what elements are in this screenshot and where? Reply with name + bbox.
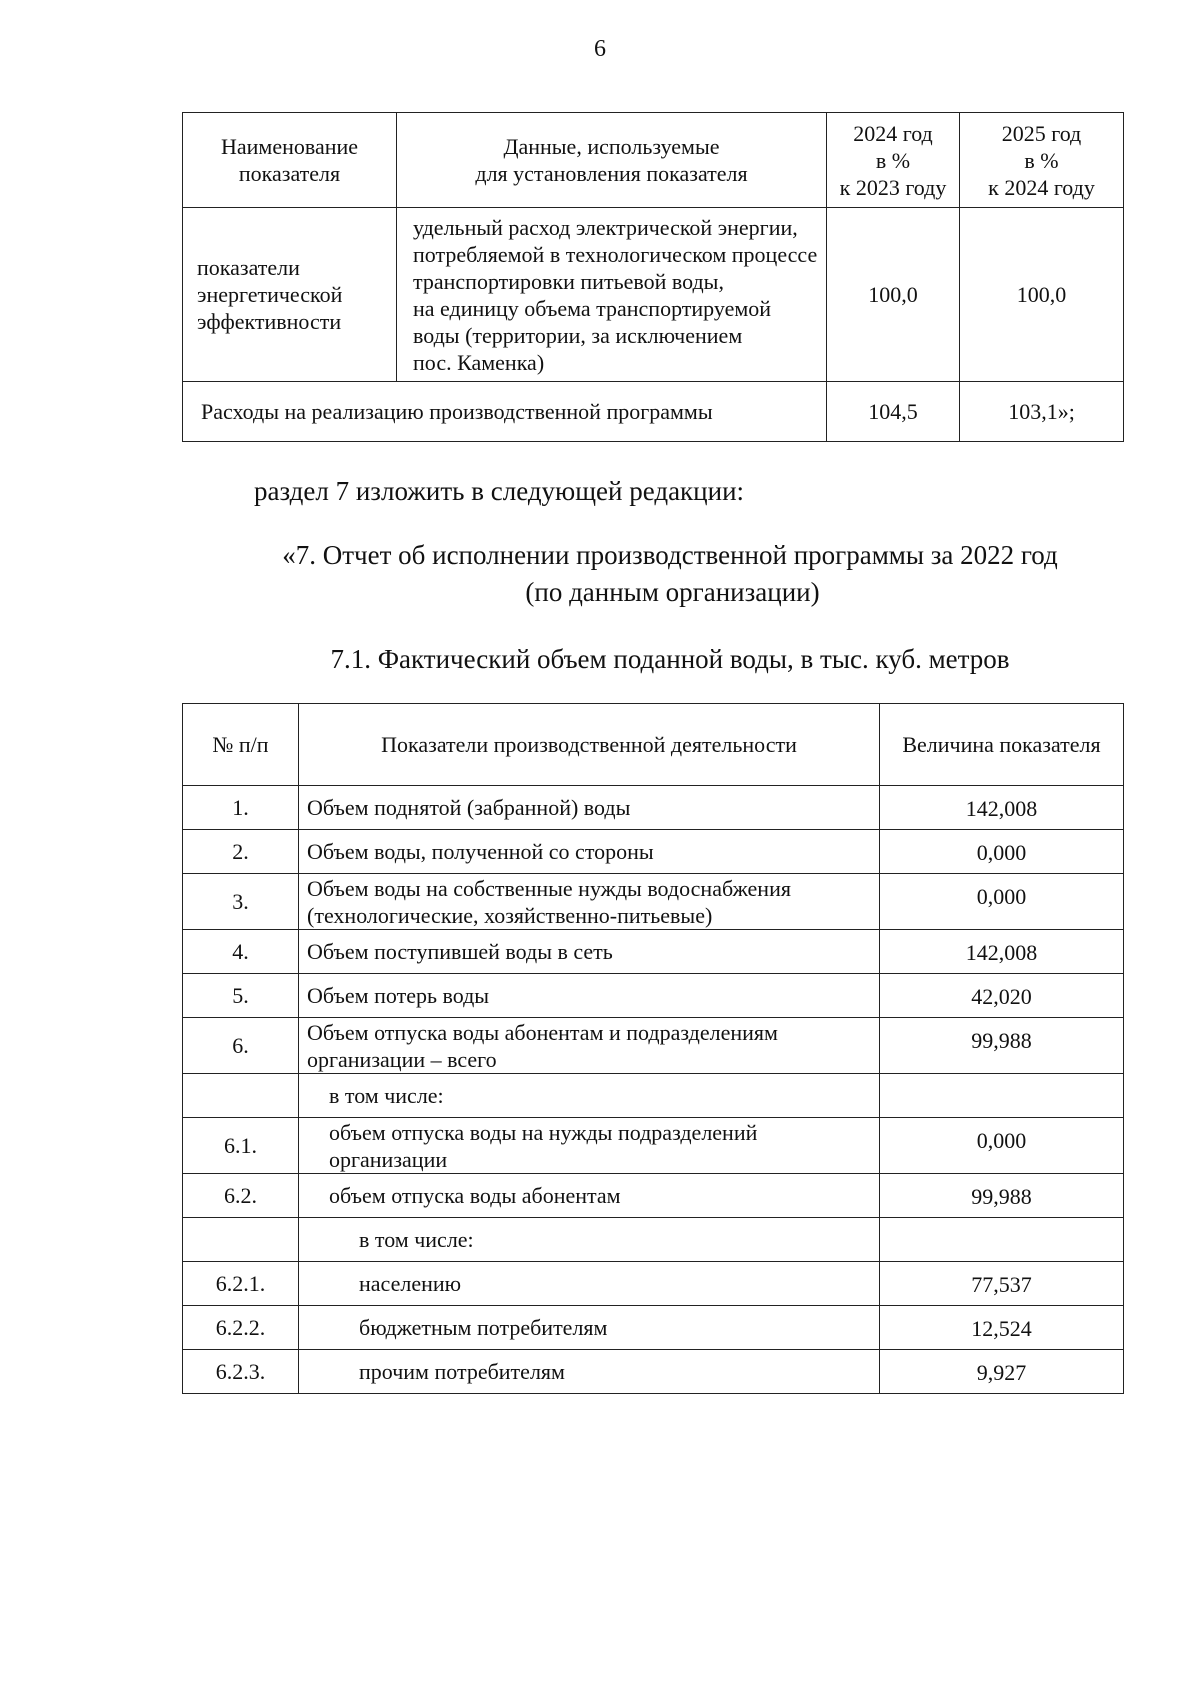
header-value: Величина показателя: [880, 704, 1124, 786]
indicators-table: [182, 112, 1124, 442]
row-value-cell: 42,020: [880, 974, 1124, 1018]
row-name-cell: Объем воды на собственные нужды водоснабжения (технологические, хозяйственно-питьевые): [299, 874, 880, 930]
table-row: [183, 1074, 1124, 1118]
table-row: [183, 830, 1124, 874]
table-row: [183, 1218, 1124, 1262]
table-row: [183, 930, 1124, 974]
indicator-name-cell: показатели энергетической эффективности: [183, 208, 397, 382]
row-name-cell: Объем воды, полученной со стороны: [299, 830, 880, 874]
water-table-header-row: [183, 704, 1124, 786]
indicators-row-energy: [183, 208, 1124, 382]
row-number-cell: 3.: [183, 874, 299, 930]
row-value-cell: 0,000: [880, 830, 1124, 874]
row-value-cell: 12,524: [880, 1306, 1124, 1350]
section-title: «7. Отчет об исполнении производственной программы за 2022 год: [282, 540, 1058, 570]
table-row: [183, 786, 1124, 830]
table-row: [183, 1306, 1124, 1350]
row-number-cell: 4.: [183, 930, 299, 974]
row-value-cell: 142,008: [880, 930, 1124, 974]
indicators-footer-row: [183, 382, 1124, 442]
row-value-cell: 0,000: [880, 874, 1124, 930]
row-name-cell: прочим потребителям: [299, 1350, 880, 1394]
subsection-title: 7.1. Фактический объем поданной воды, в тыс. куб. метров: [330, 644, 1010, 674]
row-name-cell: Объем отпуска воды абонентам и подразделениям организации – всего: [299, 1018, 880, 1074]
table-row: [183, 1262, 1124, 1306]
instruction-text: раздел 7 изложить в следующей редакции:: [254, 476, 745, 506]
row-value-cell: 142,008: [880, 786, 1124, 830]
row-number-cell: 6.2.: [183, 1174, 299, 1218]
row-value-cell: 0,000: [880, 1118, 1124, 1174]
row-number-cell: 2.: [183, 830, 299, 874]
header-number: № п/п: [183, 704, 299, 786]
row-number-cell: 6.2.1.: [183, 1262, 299, 1306]
row-value-cell: 99,988: [880, 1018, 1124, 1074]
indicators-header-row: [183, 113, 1124, 208]
row-name-cell: объем отпуска воды абонентам: [299, 1174, 880, 1218]
indicator-2024-cell: 100,0: [827, 208, 960, 382]
row-number-cell: 6.2.3.: [183, 1350, 299, 1394]
table-row: [183, 1018, 1124, 1074]
row-number-cell: [183, 1074, 299, 1118]
row-name-cell: в том числе:: [299, 1218, 880, 1262]
indicator-2025-cell: 100,0: [960, 208, 1124, 382]
header-2025: 2025 год в % к 2024 году: [960, 113, 1124, 208]
costs-label-cell: Расходы на реализацию производственной программы: [183, 382, 827, 442]
header-indicator-name: Наименование показателя: [183, 113, 397, 208]
costs-2024-cell: 104,5: [827, 382, 960, 442]
indicator-data-cell: удельный расход электрической энергии, потребляемой в технологическом процессе транспортировки питьевой воды, на единицу объема транспортируемой воды (территории, за исключением пос. Каменка): [397, 208, 827, 382]
row-number-cell: 6.2.2.: [183, 1306, 299, 1350]
row-number-cell: 6.: [183, 1018, 299, 1074]
table-row: [183, 874, 1124, 930]
row-name-cell: в том числе:: [299, 1074, 880, 1118]
table-row: [183, 974, 1124, 1018]
row-value-cell: 9,927: [880, 1350, 1124, 1394]
table-row: [183, 1118, 1124, 1174]
row-value-cell: [880, 1074, 1124, 1118]
row-number-cell: 6.1.: [183, 1118, 299, 1174]
row-name-cell: объем отпуска воды на нужды подразделений организации: [299, 1118, 880, 1174]
section-title-note: (по данным организации): [525, 577, 820, 607]
table-row: [183, 1174, 1124, 1218]
row-name-cell: Объем поднятой (забранной) воды: [299, 786, 880, 830]
row-value-cell: 77,537: [880, 1262, 1124, 1306]
page-number: 6: [594, 36, 606, 62]
costs-2025-cell: 103,1»;: [960, 382, 1124, 442]
row-number-cell: 5.: [183, 974, 299, 1018]
header-indicator-data: Данные, используемые для установления показателя: [397, 113, 827, 208]
row-value-cell: 99,988: [880, 1174, 1124, 1218]
row-name-cell: бюджетным потребителям: [299, 1306, 880, 1350]
row-value-cell: [880, 1218, 1124, 1262]
table-row: [183, 1350, 1124, 1394]
header-2024: 2024 год в % к 2023 году: [827, 113, 960, 208]
row-number-cell: [183, 1218, 299, 1262]
header-indicators: Показатели производственной деятельности: [299, 704, 880, 786]
water-volume-table: [182, 703, 1124, 1394]
row-name-cell: Объем потерь воды: [299, 974, 880, 1018]
row-number-cell: 1.: [183, 786, 299, 830]
row-name-cell: Объем поступившей воды в сеть: [299, 930, 880, 974]
row-name-cell: населению: [299, 1262, 880, 1306]
